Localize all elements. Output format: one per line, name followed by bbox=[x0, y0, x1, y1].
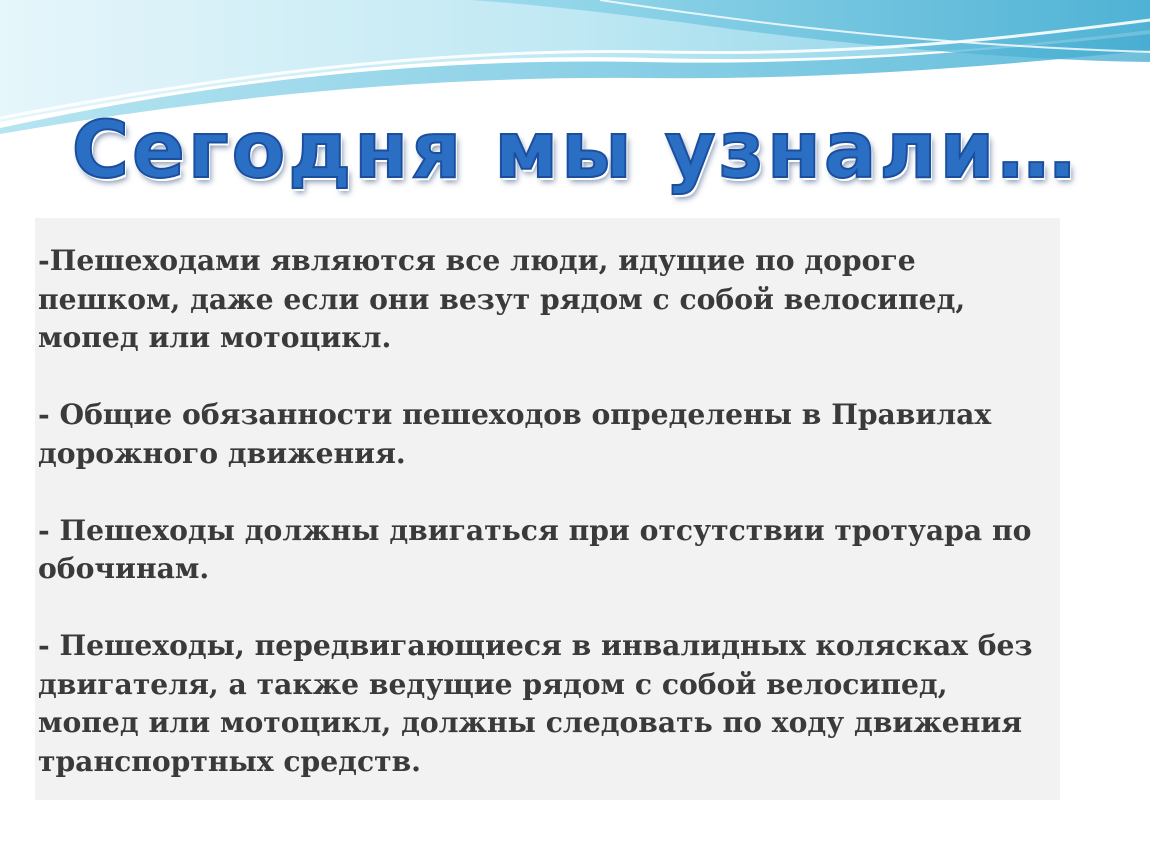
list-item: - Общие обязанности пешеходов определены в Правилах дорожного движения. bbox=[38, 398, 992, 470]
slide-title: Сегодня мы узнали… bbox=[71, 106, 1079, 196]
content-box bbox=[35, 218, 1060, 800]
list-item: -Пешеходами являются все люди, идущие по дороге пешком, даже если они везут рядом с собой велосипед, мопед или мотоцикл. bbox=[38, 244, 966, 354]
list-item: - Пешеходы, передвигающиеся в инвалидных колясках без двигателя, а также ведущие рядом с собой велосипед, мопед или мотоцикл, должны следовать по ходу движения транспортных средств. bbox=[38, 629, 1033, 778]
list-item: - Пешеходы должны двигаться при отсутствии тротуара по обочинам. bbox=[38, 513, 1032, 585]
